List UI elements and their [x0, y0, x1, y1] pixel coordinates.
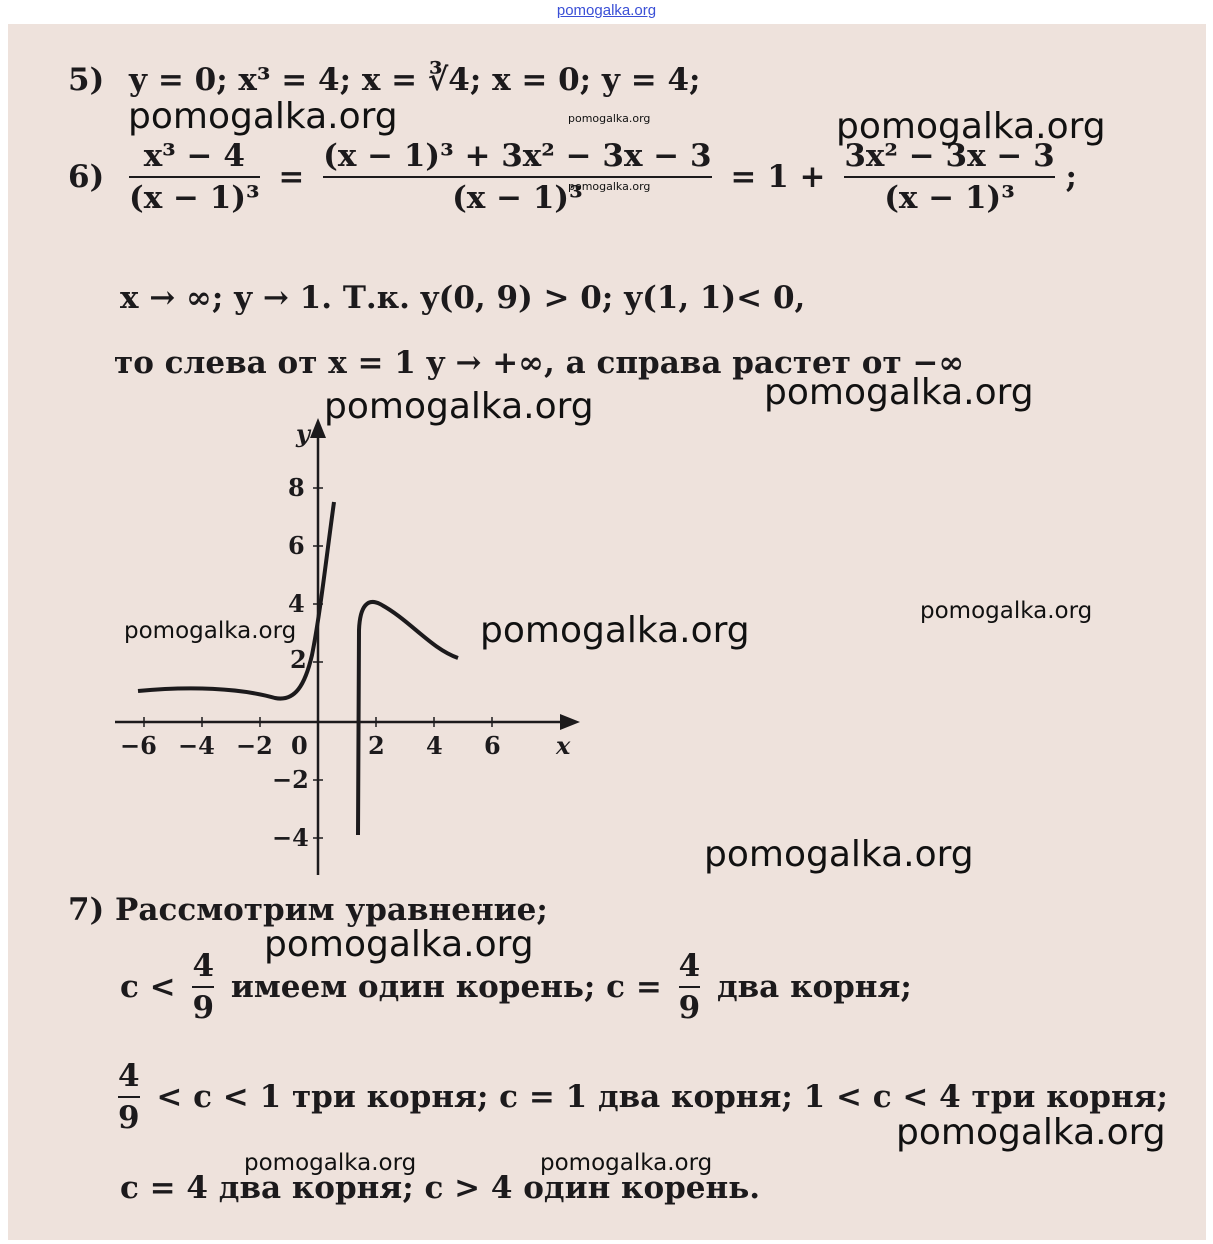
- fraction-bar: [118, 1096, 140, 1098]
- fraction-bar: [129, 176, 260, 178]
- item-7-intro-text: Рассмотрим уравнение;: [115, 892, 548, 928]
- text-segment: два корня;: [716, 969, 912, 1005]
- fraction-bar: [844, 176, 1054, 178]
- watermark: pomogalka.org: [568, 112, 651, 125]
- item-7-line-3: c = 4 два корня; c > 4 один корень.: [120, 1170, 761, 1206]
- limit-line: x → ∞; y → 1. Т.к. y(0, 9) > 0; y(1, 1)< 0,: [120, 280, 806, 316]
- item-5-text: y = 0; x³ = 4; x = ∛4; x = 0; y = 4;: [129, 62, 701, 98]
- watermark: pomogalka.org: [836, 106, 1106, 147]
- watermark: pomogalka.org: [764, 372, 1034, 413]
- y-tick-label: 4: [288, 589, 305, 618]
- fraction-2: [323, 138, 711, 216]
- y-tick-label: 2: [290, 645, 307, 674]
- watermark: pomogalka.org: [540, 1150, 713, 1176]
- x-tick-label: 6: [484, 731, 501, 760]
- semicolon: ;: [1065, 159, 1077, 195]
- fraction-bar: [679, 986, 701, 988]
- fraction-3-numerator: 3x² − 3x − 3: [844, 138, 1055, 174]
- x-axis-arrow: [560, 714, 580, 730]
- numerator: 4: [118, 1058, 140, 1094]
- x-tick-label: 0: [291, 731, 308, 760]
- watermark: pomogalka.org: [264, 924, 534, 965]
- fraction-1-denominator: (x − 1)³: [129, 180, 260, 216]
- watermark: pomogalka.org: [568, 180, 651, 193]
- watermark: pomogalka.org: [480, 610, 750, 651]
- item-7-label: 7): [68, 892, 105, 928]
- numerator: 4: [192, 948, 215, 984]
- denominator: 9: [678, 990, 701, 1026]
- side-limit-line: то слева от x = 1 y → +∞, а справа растет от −∞: [114, 345, 965, 381]
- fraction-3-denominator: (x − 1)³: [884, 180, 1015, 216]
- fraction-3: [844, 138, 1054, 216]
- y-tick-label: 8: [288, 473, 305, 502]
- y-tick-label: −2: [272, 765, 309, 794]
- curve-right-branch: [358, 602, 458, 835]
- fraction-2-denominator: (x − 1)³: [452, 180, 583, 216]
- y-axis-label: y: [296, 419, 310, 448]
- y-tick-label: 6: [288, 531, 305, 560]
- item-5-label: 5): [68, 62, 105, 98]
- fraction-1: [129, 138, 260, 216]
- fraction-four-ninths: [118, 1058, 140, 1136]
- watermark: pomogalka.org: [896, 1112, 1166, 1153]
- item-5: [68, 62, 701, 98]
- fraction-four-ninths: [679, 948, 701, 1026]
- equals-sign: =: [278, 159, 305, 195]
- watermark: pomogalka.org: [124, 618, 297, 644]
- watermark: pomogalka.org: [128, 96, 398, 137]
- fraction-1-numerator: x³ − 4: [143, 138, 245, 174]
- x-tick-label: 4: [426, 731, 443, 760]
- x-tick-label: −2: [236, 731, 273, 760]
- watermark: pomogalka.org: [704, 834, 974, 875]
- equals-one-plus: = 1 +: [730, 159, 826, 195]
- watermark: pomogalka.org: [244, 1150, 417, 1176]
- fraction-2-numerator: (x − 1)³ + 3x² − 3x − 3: [323, 138, 712, 174]
- fraction-bar: [323, 176, 711, 178]
- fraction-four-ninths: [192, 948, 214, 1026]
- site-header-link[interactable]: pomogalka.org: [556, 2, 657, 19]
- denominator: 9: [118, 1100, 140, 1136]
- x-tick-label: −6: [120, 731, 157, 760]
- y-tick-label: −4: [272, 823, 309, 852]
- item-6-label: 6): [68, 159, 105, 195]
- x-tick-label: 2: [368, 731, 385, 760]
- watermark: pomogalka.org: [324, 386, 594, 427]
- text-segment: c <: [120, 969, 176, 1005]
- item-6-equation: [68, 138, 1077, 216]
- text-segment: имеем один корень; c =: [230, 969, 662, 1005]
- numerator: 4: [678, 948, 701, 984]
- item-7-intro: [68, 892, 548, 928]
- watermark: pomogalka.org: [920, 598, 1093, 624]
- text-segment: < c < 1 три корня; c = 1 два корня; 1 < c < 4 три корня;: [156, 1079, 1168, 1115]
- fraction-bar: [192, 986, 214, 988]
- x-tick-label: −4: [178, 731, 215, 760]
- denominator: 9: [192, 990, 215, 1026]
- x-axis-label: x: [556, 731, 571, 760]
